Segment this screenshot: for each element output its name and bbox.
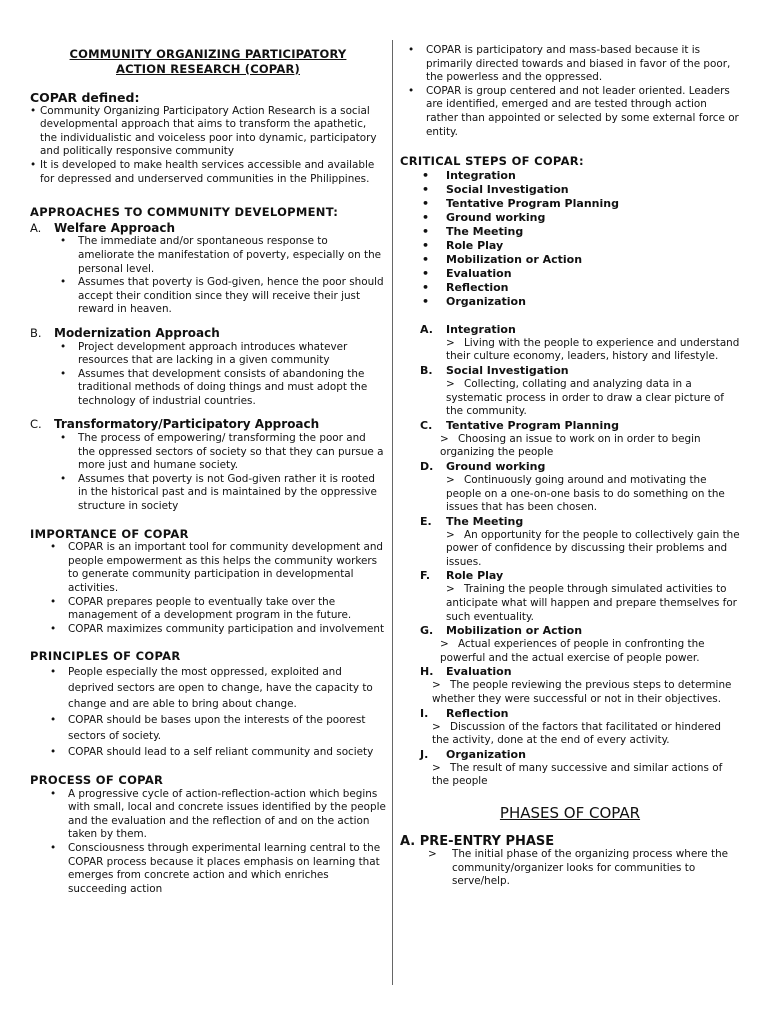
importance-heading: IMPORTANCE OF COPAR — [30, 526, 189, 541]
critical-step-item: • The Meeting — [400, 225, 740, 239]
critical-step-item: • Role Play — [400, 239, 740, 253]
importance-bullet: • COPAR is an important tool for community development and people empowerment as this helps the community workers to generate community participation in developmental activities. — [42, 541, 386, 595]
approach-bullet: • Assumes that development consists of abandoning the traditional methods of doing things and must adopt the technology of industrial countries. — [54, 368, 386, 409]
approach-bullet: • The process of empowering/ transforming the poor and the oppressed sectors of society so that they can pursue a more just and humane society. — [54, 432, 386, 473]
importance-section — [30, 528, 386, 637]
principles-heading: PRINCIPLES OF COPAR — [30, 649, 181, 664]
definition-section — [30, 91, 386, 186]
critical-step-item: • Social Investigation — [400, 183, 740, 197]
process-section — [30, 774, 386, 896]
approaches-heading: APPROACHES TO COMMUNITY DEVELOPMENT: — [30, 205, 339, 220]
step-definition: C. Tentative Program Planning > Choosing an issue to work on in order to begin organizing the people — [420, 418, 701, 459]
step-definition: G. Mobilization or Action > Actual experiences of people in confronting the powerful and the actual exercise of people power. — [420, 624, 705, 664]
principles-bullet: • COPAR should lead to a self reliant community and society — [42, 744, 386, 760]
step-definition: I. Reflection > Discussion of the factors that facilitated or hindered the activity, done at the end of every activity. — [420, 706, 722, 747]
approach-c-heading: C. Transformatory/Participatory Approach — [30, 417, 320, 432]
characteristic-bullet: • COPAR is group centered and not leader oriented. Leaders are identified, emerged and are tested through action rather than appointed or selected by some external force or entity. — [400, 85, 740, 139]
step-definition: E. The Meeting > An opportunity for the people to collectively gain the power of confidence by discussing their problems and issues. — [420, 514, 740, 568]
approaches-section — [30, 206, 386, 513]
column-divider — [392, 40, 393, 985]
approach-a-heading: A. Welfare Approach — [30, 220, 175, 235]
document-title: COMMUNITY ORGANIZING PARTICIPATORY ACTION RESEARCH (COPAR) — [69, 47, 347, 76]
copar-characteristics — [400, 44, 740, 139]
process-bullet: • Consciousness through experimental learning central to the COPAR process because it places emphasis on learning that emerges from concrete action and which enriches succeeding action — [42, 842, 386, 896]
critical-step-item: • Evaluation — [400, 267, 740, 281]
phases-title: PHASES OF COPAR — [499, 804, 641, 822]
critical-step-item: • Tentative Program Planning — [400, 197, 740, 211]
process-bullet: • A progressive cycle of action-reflection-action which begins with small, local and concrete issues identified by the people and the evaluation and the reflection of and on the action taken by them. — [42, 788, 386, 842]
definition-bullet: • Community Organizing Participatory Action Research is a social developmental approach that aims to transform the apathetic, the individualistic and voiceless poor into dynamic, participatory and politically responsive community — [30, 105, 386, 159]
pre-entry-description: > The initial phase of the organizing process where the community/organizer looks for communities to serve/help. — [428, 848, 729, 888]
step-definition: F. Role Play > Training the people through simulated activities to anticipate what will happen and prepare themselves for such eventuality. — [420, 569, 737, 623]
process-heading: PROCESS OF COPAR — [30, 772, 164, 787]
step-definition: H. Evaluation > The people reviewing the previous steps to determine whether they were successful or not in their objectives. — [420, 665, 732, 706]
critical-step-item: • Ground working — [400, 211, 740, 225]
approach-b-heading: B. Modernization Approach — [30, 325, 220, 340]
critical-step-item: • Mobilization or Action — [400, 253, 740, 267]
importance-bullet: • COPAR prepares people to eventually take over the management of a development program in the future. — [42, 596, 386, 623]
step-definition: D. Ground working > Continuously going around and motivating the people on a one-on-one basis to do something on the issues that has been chosen. — [420, 459, 725, 514]
characteristic-bullet: • COPAR is participatory and mass-based because it is primarily directed towards and biased in favor of the poor, the powerless and the oppressed. — [400, 44, 740, 85]
critical-step-item: • Organization — [400, 295, 740, 309]
importance-bullet: • COPAR maximizes community participation and involvement — [42, 623, 386, 637]
pre-entry-heading: A. PRE-ENTRY PHASE — [400, 833, 555, 849]
step-definition: J. Organization > The result of many successive and similar actions of the people — [420, 747, 723, 788]
approach-bullet: • Project development approach introduces whatever resources that are lacking in a given community — [54, 341, 386, 368]
left-column — [30, 0, 386, 896]
critical-steps-heading: CRITICAL STEPS OF COPAR: — [400, 154, 584, 169]
step-definition: A. Integration > Living with the people to experience and understand their culture economy, leaders, history and lifestyle. — [420, 322, 740, 363]
definition-bullet: • It is developed to make health services accessible and available for depressed and underserved communities in the Philippines. — [30, 159, 386, 186]
critical-step-item: • Reflection — [400, 281, 740, 295]
approach-bullet: • Assumes that poverty is God-given, hence the poor should accept their condition since they will receive their just reward in heaven. — [54, 276, 386, 317]
principles-bullet: • People especially the most oppressed, exploited and deprived sectors are open to change, have the capacity to change and are able to bring about change. — [42, 664, 386, 712]
critical-step-item: • Integration — [400, 169, 740, 183]
step-definition: B. Social Investigation > Collecting, collating and analyzing data in a systematic process in order to draw a clear picture of the community. — [420, 363, 724, 418]
principles-section — [30, 650, 386, 760]
right-column — [400, 0, 740, 889]
critical-steps-section — [400, 155, 740, 309]
approach-bullet: • Assumes that poverty is not God-given rather it is rooted in the historical past and is maintained by the oppressive structure in society — [54, 473, 386, 514]
definition-heading: COPAR defined: — [30, 90, 140, 105]
approach-bullet: • The immediate and/or spontaneous response to ameliorate the manifestation of poverty, especially on the personal level. — [54, 235, 386, 276]
principles-bullet: • COPAR should be bases upon the interests of the poorest sectors of society. — [42, 712, 386, 744]
step-definitions — [420, 323, 740, 789]
